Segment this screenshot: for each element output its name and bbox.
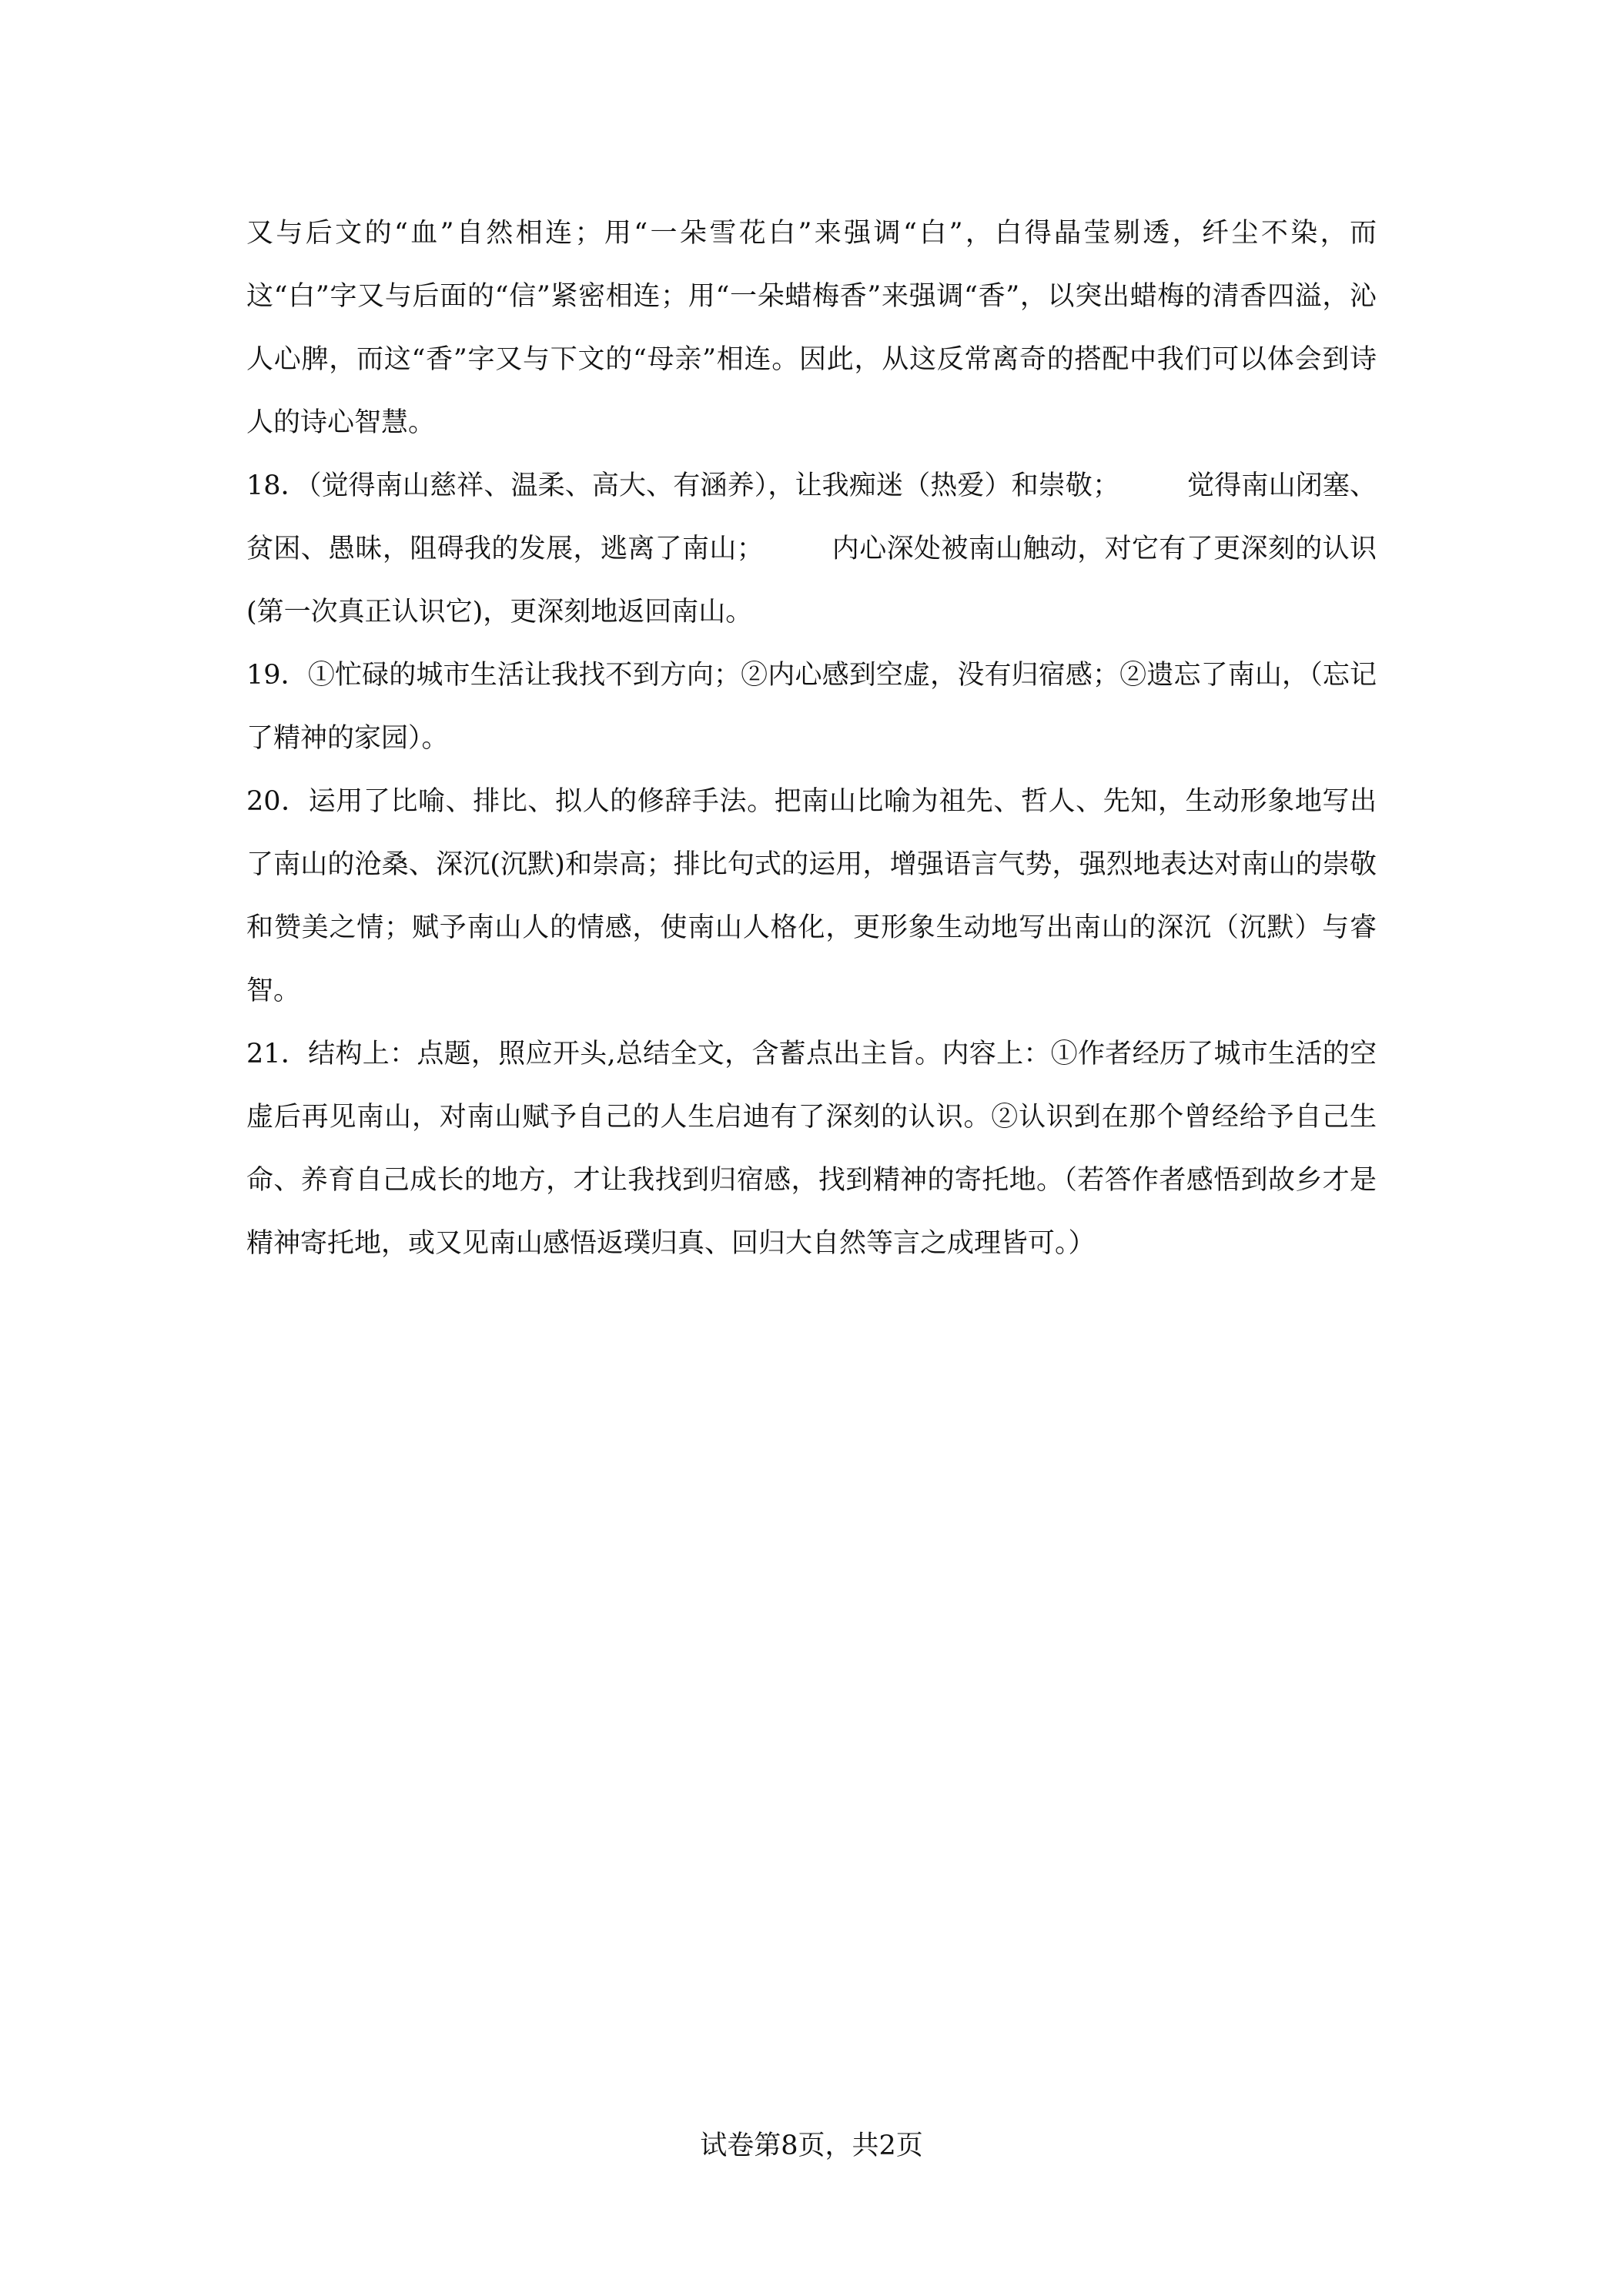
answer-content xyxy=(246,202,1377,1275)
answer-20: 20．运用了比喻、排比、拟人的修辞手法。把南山比喻为祖先、哲人、先知，生动形象地写出了南山的沧桑、深沉(沉默)和崇高；排比句式的运用，增强语言气势，强烈地表达对南山的崇敬和赞美之情；赋予南山人的情感，使南山人格化，更形象生动地写出南山的深沉（沉默）与睿智。 xyxy=(246,786,1377,1006)
answer-19: 19．①忙碌的城市生活让我找不到方向；②内心感到空虚，没有归宿感；②遗忘了南山，（忘记了精神的家园）。 xyxy=(246,660,1377,754)
answer-paragraph-continuation: 又与后文的“血”自然相连；用“一朵雪花白”来强调“白”，白得晶莹剔透，纤尘不染，而这“白”字又与后面的“信”紧密相连；用“一朵蜡梅香”来强调“香”，以突出蜡梅的清香四溢，沁人心脾，而这“香”字又与下文的“母亲”相连。因此，从这反常离奇的搭配中我们可以体会到诗人的诗心智慧。 xyxy=(246,218,1377,438)
answer-18: 18．（觉得南山慈祥、温柔、高大、有涵养），让我痴迷（热爱）和崇敬； 觉得南山闭塞、贫困、愚昧，阻碍我的发展，逃离了南山； 内心深处被南山触动，对它有了更深刻的认识(第一次真正认识它)，更深刻地返回南山。 xyxy=(246,470,1377,628)
page-footer: 试卷第8页，共2页 xyxy=(700,2130,923,2161)
answer-21: 21．结构上：点题，照应开头,总结全文，含蓄点出主旨。内容上：①作者经历了城市生活的空虚后再见南山，对南山赋予自己的人生启迪有了深刻的认识。②认识到在那个曾经给予自己生命、养育自己成长的地方，才让我找到归宿感，找到精神的寄托地。（若答作者感悟到故乡才是精神寄托地，或又见南山感悟返璞归真、回归大自然等言之成理皆可。） xyxy=(246,1039,1377,1259)
